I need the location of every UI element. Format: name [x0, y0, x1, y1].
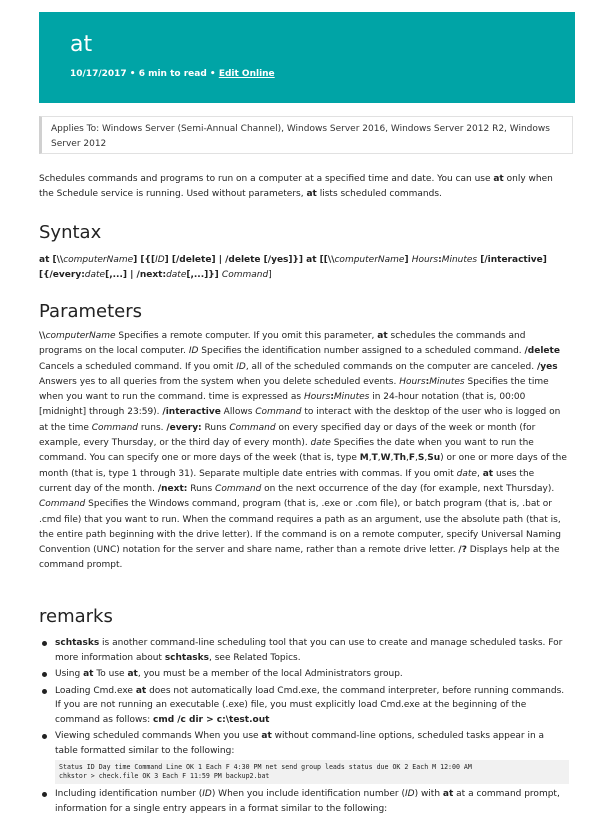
param-text: uses the current day of the month.	[39, 468, 535, 494]
param-text: Th	[393, 453, 407, 464]
syntax-part: date	[166, 270, 187, 280]
param-text: , all of the scheduled commands on the computer are canceled.	[245, 361, 537, 372]
param-text: Hours	[399, 376, 426, 387]
page-header-banner	[39, 12, 575, 103]
param-text: Hours	[303, 392, 331, 403]
param-text: F	[408, 453, 416, 464]
remark-text: cmd /c dir > c:\test.out	[152, 714, 270, 725]
article-date: 10/17/2017	[70, 69, 127, 79]
remark-text: ID	[202, 789, 212, 799]
param-text: Runs	[187, 483, 216, 494]
param-text: Command	[39, 499, 86, 510]
param-text: ) or one or more days of the month (that is, type 1 through 31). Separate multiple date entries with commas. If you omit	[39, 453, 567, 479]
param-text: M	[359, 453, 369, 464]
param-text: /yes	[536, 361, 558, 372]
param-text: date	[310, 438, 331, 449]
param-text: Answers yes to all queries from the system when you delete scheduled events.	[39, 376, 400, 387]
param-text: Runs	[201, 422, 230, 433]
bullet-icon	[42, 689, 47, 694]
param-text: ,	[476, 468, 483, 479]
remark-text: at	[442, 789, 454, 799]
syntax-block	[39, 253, 569, 283]
param-text: Specifies a remote computer. If you omit this parameter,	[115, 331, 378, 341]
param-text: /next:	[157, 483, 188, 494]
list-item	[39, 636, 569, 665]
param-text: :	[425, 376, 430, 387]
param-text: ,	[406, 453, 409, 464]
param-text: Cancels a scheduled command. If you omit	[39, 361, 237, 372]
syntax-part: [,...]}]	[186, 270, 222, 280]
param-text: Allows	[220, 407, 256, 418]
syntax-part: ] [/delete] | /delete [/yes]}] at [[\\	[164, 255, 335, 265]
param-text: Command	[91, 422, 138, 433]
remark-text: without command-line options, scheduled tasks appear in a table formatted similar to the following:	[55, 731, 545, 756]
remark-text: , you must be a member of the local Administrators group.	[137, 669, 403, 679]
bullet-icon	[42, 734, 47, 739]
intro-text: Schedules commands and programs to run on a computer at a specified time and date. You can use	[39, 174, 494, 184]
param-text: Command	[215, 483, 262, 494]
param-text: ,	[368, 453, 372, 464]
syntax-part: date	[84, 270, 106, 280]
syntax-part: ]	[268, 270, 272, 280]
code-block: Status ID Day time Command Line OK 1 Each F 4:30 PM net send group leads status due OK 2 Each M 12:00 AM chkstor > check.file OK 3 Each F 11:59 PM backup2.bat	[55, 760, 569, 784]
syntax-part: ]	[404, 255, 412, 265]
list-item	[39, 667, 569, 682]
param-text: /interactive	[162, 407, 221, 418]
param-text: Command	[229, 422, 276, 433]
param-text: computerName	[45, 331, 116, 341]
remark-text: Viewing scheduled commands When you use	[55, 731, 262, 741]
param-text: S	[417, 453, 425, 464]
edit-online-link[interactable]: Edit Online	[218, 69, 275, 79]
remarks-heading: remarks	[39, 606, 113, 627]
param-text: Displays help at the command prompt.	[39, 545, 560, 571]
remark-text: ID	[404, 789, 415, 799]
param-text: Specifies the Windows command, program (that is, .exe or .com file), or batch program (that is, .bat or .cmd file) that you want to run. When the command requires a path as an argument, use the absolute path (that is, the entire path beginning with the drive letter). If the command is on a remote computer, specify Universal Naming Convention (UNC) notation for the server and share name, rather than a remote drive letter.	[39, 499, 561, 556]
syntax-part: [,...] | /next:	[105, 270, 167, 280]
param-text: Su	[427, 453, 441, 464]
param-text: /delete	[524, 346, 560, 357]
param-text: on the next occurrence of the day (for example, next Thursday).	[261, 483, 555, 494]
syntax-part: [/interactive] [{/every:	[39, 255, 547, 280]
remark-text: at	[83, 669, 94, 679]
remark-text: at	[127, 669, 138, 679]
remark-text: Using	[55, 669, 84, 679]
param-text: ,	[424, 453, 428, 464]
param-text: ,	[415, 453, 418, 464]
syntax-part: at [\\	[39, 255, 64, 265]
param-text: to interact with the desktop of the user who is logged on at the time	[39, 407, 561, 433]
param-text: at	[482, 468, 494, 479]
meta-separator: •	[126, 69, 139, 79]
param-text: Specifies the date when you want to run the command. You can specify one or more days of the week (that is, type	[39, 438, 534, 464]
param-text: in 24-hour notation (that is, 00:00 [midnight] through 23:59).	[39, 392, 526, 418]
remark-text: schtasks	[164, 652, 209, 663]
parameters-heading: Parameters	[39, 301, 143, 322]
param-text: at	[377, 331, 388, 341]
parameters-paragraph	[39, 329, 567, 574]
list-item	[39, 729, 569, 784]
intro-paragraph	[39, 172, 559, 201]
param-text: on every specified day or days of the week or month (for example, every Thursday, or the third day of every month).	[39, 422, 536, 449]
param-text: Minutes	[333, 392, 370, 403]
param-text: W	[380, 453, 391, 464]
page-title: at	[70, 32, 93, 57]
syntax-part: Hours	[411, 255, 439, 265]
param-text: runs.	[138, 422, 167, 433]
remark-text: ) When you include identification number (	[211, 789, 405, 799]
syntax-part: ] [{[	[133, 255, 156, 265]
syntax-part: computerName	[334, 255, 405, 265]
syntax-part: :	[438, 255, 442, 265]
remark-text: , see Related Topics.	[209, 652, 301, 663]
param-text: ID	[236, 361, 246, 372]
syntax-part: Minutes	[441, 255, 478, 265]
param-text: schedules the commands and programs on the local computer.	[39, 331, 526, 357]
meta-separator: •	[206, 69, 219, 79]
remark-text: Loading Cmd.exe	[55, 685, 136, 696]
remark-text: does not automatically load Cmd.exe, the command interpreter, before running commands. If you are not running an executable (.exe) file, you must explicitly load Cmd.exe at the beginning of the command as follows:	[55, 685, 565, 725]
read-time: 6 min to read	[138, 69, 207, 79]
remark-text: at a command prompt, information for a single entry appears in a format similar to the following:	[55, 789, 560, 814]
intro-bold: at	[306, 188, 317, 199]
intro-bold: at	[493, 174, 504, 184]
list-item	[39, 787, 569, 816]
bullet-icon	[42, 641, 47, 646]
intro-text: lists scheduled commands.	[316, 188, 442, 199]
remark-text: at	[135, 685, 147, 696]
param-text: :	[330, 392, 334, 403]
remark-text: To use	[93, 669, 128, 679]
param-text: /every:	[166, 422, 202, 433]
syntax-part: Command	[221, 270, 269, 280]
param-text: \\	[39, 331, 46, 341]
article-metadata	[70, 69, 275, 79]
remark-text: schtasks	[55, 638, 100, 648]
remarks-list	[39, 636, 569, 818]
list-item	[39, 684, 569, 728]
applies-to-box: Applies To: Windows Server (Semi-Annual Channel), Windows Server 2016, Windows Server 2012 R2, Windows Server 2012	[39, 116, 573, 154]
param-text: T	[371, 453, 378, 464]
intro-text: only when the Schedule service is running. Used without parameters,	[39, 174, 553, 199]
param-text: ID	[188, 346, 199, 357]
param-text: date	[456, 468, 477, 479]
syntax-part: ID	[155, 255, 165, 265]
bullet-icon	[42, 672, 47, 677]
remark-text: is another command-line scheduling tool that you can use to create and manage scheduled tasks. For more information about	[55, 638, 563, 663]
bullet-icon	[42, 792, 47, 797]
param-text: ,	[377, 453, 381, 464]
remark-text: ) with	[414, 789, 443, 799]
param-text: Specifies the time when you want to run the command. time is expressed as	[39, 376, 549, 403]
param-text: Specifies the identification number assigned to a scheduled command.	[198, 346, 525, 357]
param-text: Command	[255, 407, 302, 418]
remark-text: Including identification number (	[55, 789, 203, 799]
syntax-heading: Syntax	[39, 222, 102, 243]
syntax-part: computerName	[63, 255, 134, 265]
param-text: ,	[390, 453, 394, 464]
param-text: /?	[458, 545, 467, 556]
remark-text: at	[261, 731, 272, 741]
param-text: Minutes	[429, 376, 465, 387]
